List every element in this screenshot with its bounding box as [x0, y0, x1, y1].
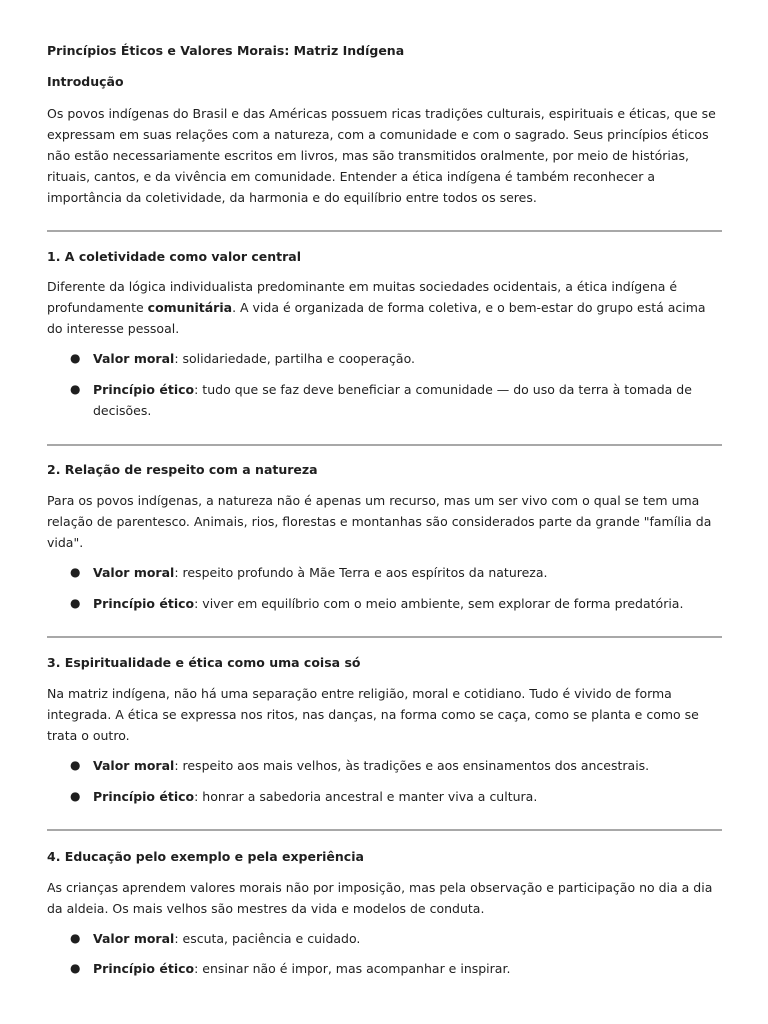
section-divider: [47, 230, 722, 232]
bullet-label: Princípio ético: [93, 789, 195, 804]
bullet-text: [93, 755, 693, 776]
bullet-text: [93, 562, 693, 583]
section-divider: [47, 829, 722, 831]
bullet-text: [93, 786, 693, 807]
bullet-text: [93, 928, 693, 949]
section-3-title: 3. Espiritualidade e ética como uma coisa só: [47, 655, 361, 670]
bullet-label: Princípio ético: [93, 382, 195, 397]
bullet-label: Valor moral: [93, 758, 175, 773]
bullet-body: : tudo que se faz deve beneficiar a comunidade — do uso da terra à tomada de decisões.: [93, 382, 692, 418]
bullet-body: : escuta, paciência e cuidado.: [174, 931, 361, 946]
intro-paragraph: Os povos indígenas do Brasil e das Américas possuem ricas tradições culturais, espirituais e éticas, que se expressam em suas relações com a natureza, com a comunidade e com o sagrado. Seus princípios éticos não estão necessariamente escritos em livros, mas são transmitidos oralmente, por meio de histórias, rituais, cantos, e da vivência em comunidade. Entender a ética indígena é também reconhecer a importância da coletividade, da harmonia e do equilíbrio entre todos os seres.: [47, 106, 716, 205]
bullet-body: : honrar a sabedoria ancestral e manter viva a cultura.: [194, 789, 538, 804]
section-4-title: 4. Educação pelo exemplo e pela experiência: [47, 849, 364, 864]
section-1-paragraph-bold: comunitária: [147, 300, 233, 315]
bullet-dot: ●: [70, 758, 81, 772]
bullet-label: Valor moral: [93, 931, 175, 946]
bullet-body: : respeito profundo à Mãe Terra e aos espíritos da natureza.: [174, 565, 548, 580]
bullet-dot: ●: [70, 931, 81, 945]
bullet-label: Valor moral: [93, 351, 175, 366]
bullet-label: Princípio ético: [93, 596, 195, 611]
bullet-text: [93, 958, 693, 979]
bullet-dot: ●: [70, 565, 81, 579]
section-3-paragraph: Na matriz indígena, não há uma separação entre religião, moral e cotidiano. Tudo é vivido de forma integrada. A ética se expressa nos ritos, nas danças, na forma como se caça, como se planta e como se trata o outro.: [47, 686, 699, 743]
section-1-title: 1. A coletividade como valor central: [47, 249, 302, 264]
section-divider: [47, 444, 722, 446]
section-4-paragraph: As crianças aprendem valores morais não por imposição, mas pela observação e participação no dia a dia da aldeia. Os mais velhos são mestres da vida e modelos de conduta.: [47, 880, 713, 916]
section-1-paragraph: [47, 276, 722, 339]
intro-heading: Introdução: [47, 74, 124, 89]
bullet-dot: ●: [70, 961, 81, 975]
bullet-text: [93, 593, 693, 614]
section-2-title: 2. Relação de respeito com a natureza: [47, 462, 318, 477]
bullet-text: [93, 348, 693, 369]
bullet-label: Valor moral: [93, 565, 175, 580]
section-1-paragraph-start: Diferente da lógica individualista predominante em muitas sociedades ocidentais, a ética indígena é profundamente: [47, 279, 678, 315]
bullet-dot: ●: [70, 596, 81, 610]
bullet-text: [93, 379, 693, 421]
bullet-body: : respeito aos mais velhos, às tradições e aos ensinamentos dos ancestrais.: [174, 758, 650, 773]
document-title: Princípios Éticos e Valores Morais: Matriz Indígena: [47, 43, 405, 58]
bullet-body: : ensinar não é impor, mas acompanhar e inspirar.: [194, 961, 511, 976]
bullet-body: : solidariedade, partilha e cooperação.: [174, 351, 415, 366]
section-divider: [47, 636, 722, 638]
section-2-paragraph: Para os povos indígenas, a natureza não é apenas um recurso, mas um ser vivo com o qual se tem uma relação de parentesco. Animais, rios, florestas e montanhas são considerados parte da grande "família da vida".: [47, 493, 712, 550]
section-1-paragraph-end: . A vida é organizada de forma coletiva, e o bem-estar do grupo está acima do interesse pessoal.: [47, 300, 706, 336]
bullet-label: Princípio ético: [93, 961, 195, 976]
bullet-dot: ●: [70, 789, 81, 803]
bullet-body: : viver em equilíbrio com o meio ambiente, sem explorar de forma predatória.: [194, 596, 684, 611]
bullet-dot: ●: [70, 382, 81, 396]
bullet-dot: ●: [70, 351, 81, 365]
